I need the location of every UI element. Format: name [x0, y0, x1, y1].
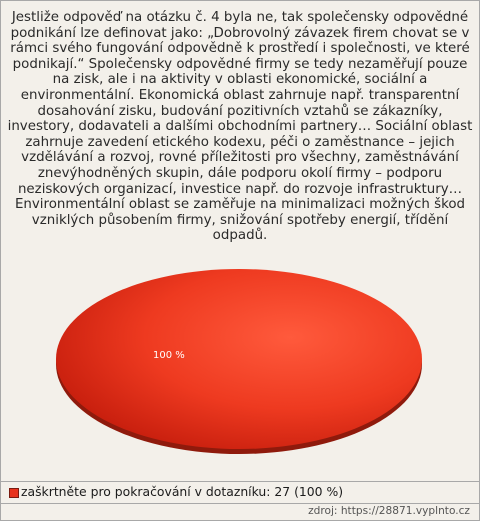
legend-swatch	[9, 488, 19, 498]
legend-item-label: zaškrtněte pro pokračování v dotazníku: 27 (100 %)	[21, 484, 344, 499]
chart-title: Jestliže odpověď na otázku č. 4 byla ne, tak společensky odpovědné podnikání lze definovat jako: „Dobrovolný závazek firem chovat se v rámci svého fungování odpovědně k prostředí i společnosti, ve které podnikají.“ Společensky odpovědné firmy se tedy nezaměřují pouze na zisk, ale i na aktivity v oblasti ekonomické, sociální a environmentální. Ekonomická oblast zahrnuje např. transparentní dosahování zisku, budování pozitivních vztahů se zákazníky, investory, dodavateli a dalšími obchodními partnery… Sociální oblast zahrnuje zavedení etického kodexu, péči o zaměstnance – jejich vzdělávání a rozvoj, rovné příležitosti pro všechny, zaměstnávání znevýhodněných skupin, dále podporu okolí firmy – podporu neziskových organizací, investice např. do rozvoje infrastruktury… Environmentální oblast se zaměřuje na minimalizaci možných škod vzniklých působením firmy, snižování spotřeby energií, třídění odpadů.	[7, 10, 473, 244]
pie-chart	[1, 1, 479, 481]
legend	[1, 481, 479, 504]
pie-slice-label-0: 100 %	[153, 350, 185, 361]
source-label: zdroj: https://28871.vyplnto.cz	[308, 505, 470, 517]
pie-slice-0	[56, 269, 422, 449]
